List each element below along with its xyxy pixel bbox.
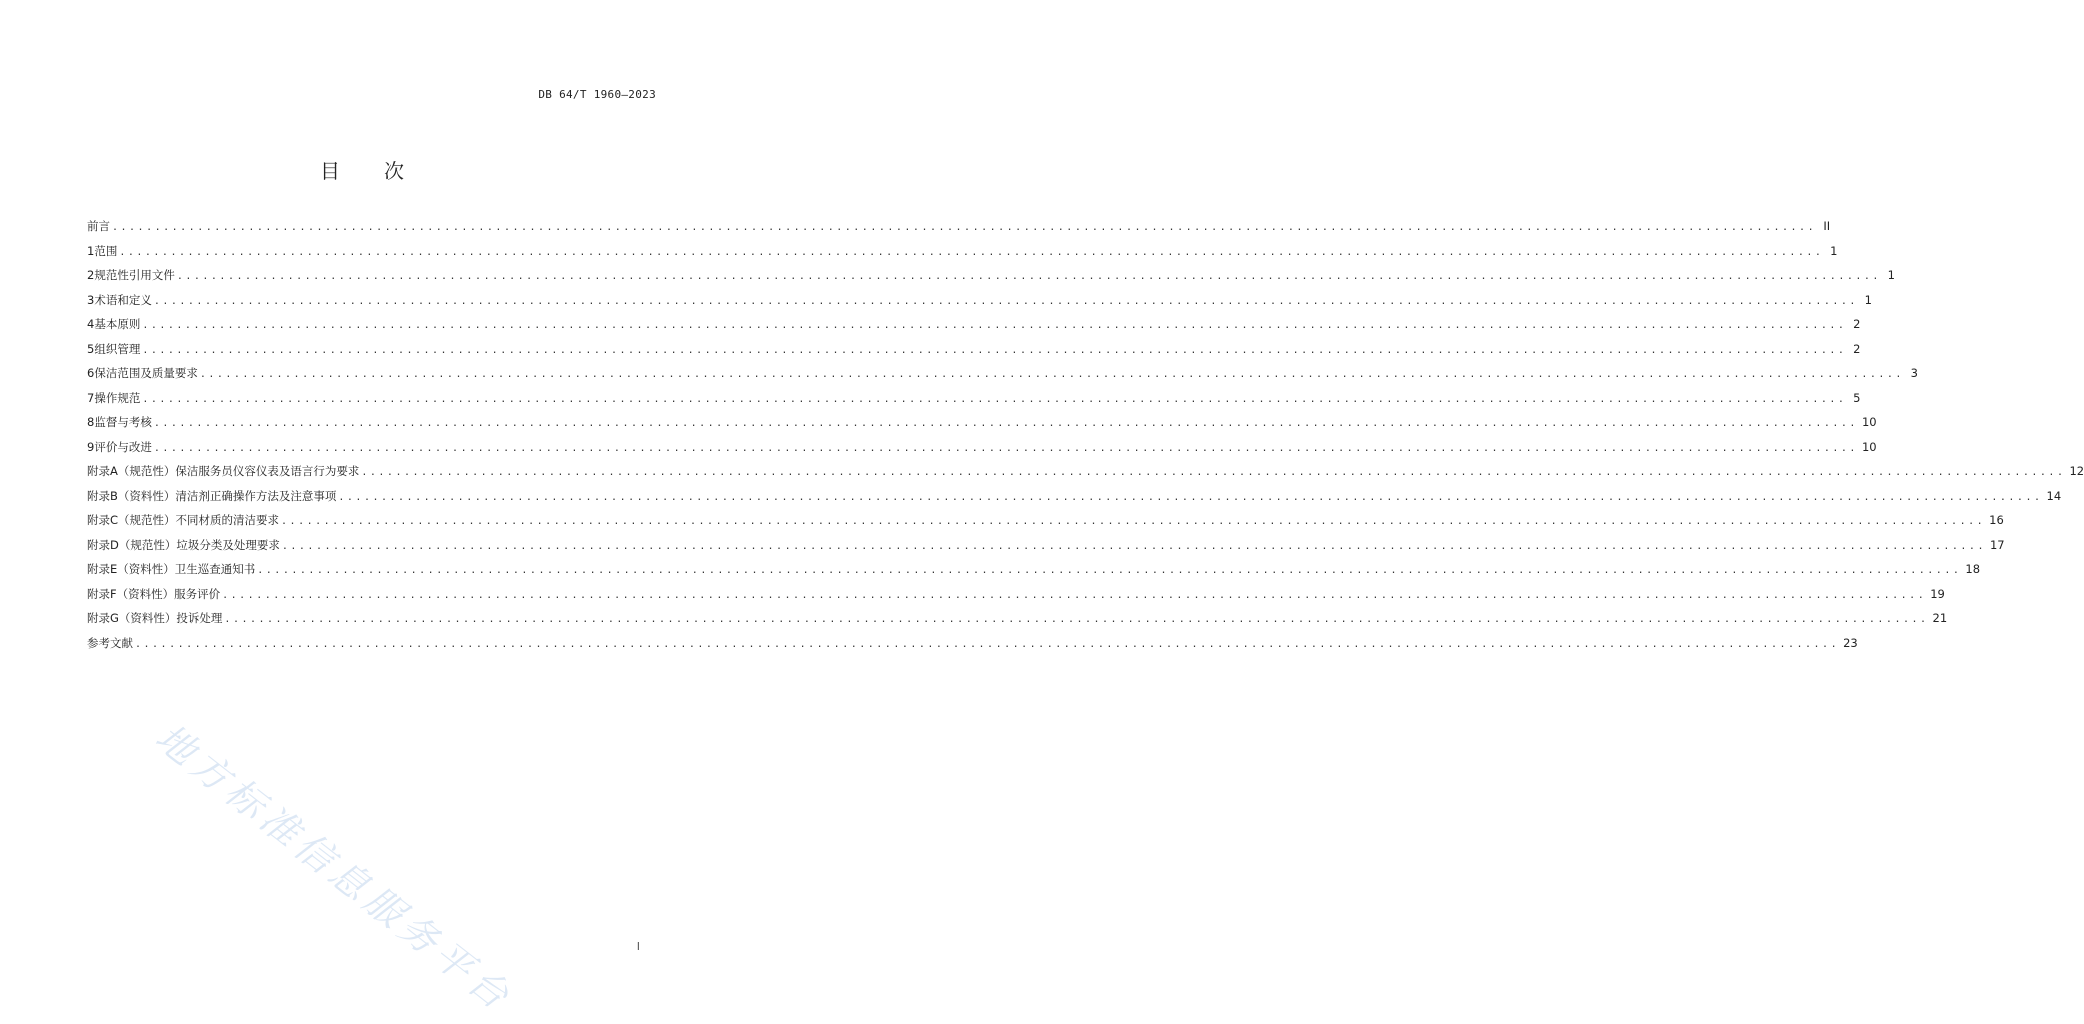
toc-entry[interactable]: [87, 341, 1861, 366]
footer-page-number: I: [636, 940, 640, 953]
toc-entry-page: 21: [1932, 611, 1948, 625]
toc-entry-label: 术语和定义: [94, 292, 152, 307]
toc-entry[interactable]: [87, 267, 1895, 292]
toc-entry-page: 18: [1965, 562, 1981, 576]
toc-entry-number: 附录E（资料性）: [87, 562, 175, 576]
page-title: [0, 155, 724, 184]
toc-leader-dots: ........................................................................................................................................................................................................: [112, 222, 1817, 233]
toc-entry[interactable]: [87, 414, 1877, 439]
toc-entry[interactable]: [87, 365, 1918, 390]
toc-entry-page: 14: [2046, 488, 2062, 503]
toc-leader-dots: ........................................................................................................................................................................................................: [142, 320, 1847, 331]
toc-entry-label: 操作规范: [94, 390, 141, 405]
toc-entry[interactable]: [87, 512, 2004, 537]
toc-leader-dots: ........................................................................................................................................................................................................: [361, 467, 2066, 478]
toc-leader-dots: ........................................................................................................................................................................................................: [153, 418, 1858, 429]
toc-entry-label: 基本原则: [94, 317, 141, 331]
toc-entry-label: 参考文献: [87, 635, 133, 650]
toc-entry[interactable]: [87, 537, 2005, 562]
toc-entry-number: 3: [87, 292, 95, 307]
toc-leader-dots: ........................................................................................................................................................................................................: [176, 271, 1881, 282]
toc-entry-number: 2: [87, 268, 95, 282]
toc-leader-dots: ........................................................................................................................................................................................................: [281, 540, 1986, 552]
toc-entry[interactable]: [87, 439, 1877, 464]
toc-entry-page: 23: [1843, 635, 1858, 650]
toc-entry-page: 5: [1853, 390, 1861, 405]
toc-entry-number: 1: [87, 243, 95, 258]
toc-entry-label: 监督与考核: [94, 415, 152, 429]
toc-entry-page: 16: [1989, 513, 2004, 527]
toc-leader-dots: ........................................................................................................................................................................................................: [153, 442, 1858, 454]
toc-entry-label: 清洁剂正确操作方法及注意事项: [175, 488, 337, 503]
toc-entry-label: 服务评价: [174, 586, 221, 601]
toc-leader-dots: ........................................................................................................................................................................................................: [281, 516, 1986, 527]
toc-entry[interactable]: [87, 463, 2084, 488]
toc-leader-dots: ........................................................................................................................................................................................................: [142, 393, 1847, 405]
toc-entry-page: 3: [1910, 366, 1918, 380]
toc-entry-label: 保洁服务员仪容仪表及语言行为要求: [175, 464, 360, 478]
title-char-2: 次: [384, 159, 404, 183]
toc-entry-number: 8: [87, 415, 95, 429]
toc-leader-dots: ........................................................................................................................................................................................................: [135, 638, 1840, 650]
toc-entry-page: 2: [1853, 317, 1861, 331]
toc-entry-number: 6: [87, 366, 95, 380]
toc-leader-dots: ........................................................................................................................................................................................................: [224, 614, 1929, 625]
toc-leader-dots: ........................................................................................................................................................................................................: [338, 491, 2043, 503]
toc-entry[interactable]: [87, 561, 1981, 586]
toc-entry-label: 组织管理: [94, 341, 141, 356]
toc-entry-number: 附录B（资料性）: [87, 488, 176, 503]
toc-entry-number: 7: [87, 390, 95, 405]
toc-entry-label: 前言: [87, 219, 110, 233]
toc-entry-page: 1: [1864, 292, 1872, 307]
toc-entry-number: 附录A（规范性）: [87, 464, 176, 478]
toc-entry[interactable]: [87, 586, 1945, 611]
toc-entry-number: 附录G（资料性）: [87, 611, 177, 625]
toc-entry-number: 9: [87, 439, 95, 454]
document-code: DB 64/T 1960—2023: [538, 88, 656, 101]
toc-entry[interactable]: [87, 635, 1858, 660]
toc-leader-dots: ........................................................................................................................................................................................................: [199, 369, 1904, 380]
toc-entry[interactable]: [87, 292, 1872, 317]
toc-leader-dots: ........................................................................................................................................................................................................: [222, 589, 1927, 601]
toc-entry[interactable]: [87, 390, 1861, 415]
table-of-contents: [87, 218, 2084, 659]
toc-entry-label: 评价与改进: [94, 439, 152, 454]
toc-entry-label: 投诉处理: [176, 611, 223, 625]
watermark: 地方标准信息服务平台: [147, 715, 522, 1021]
toc-entry-page: 19: [1930, 586, 1945, 601]
toc-entry-number: 附录F（资料性）: [87, 586, 175, 601]
title-char-1: 目: [320, 159, 340, 183]
toc-entry-number: 附录C（规范性）: [87, 513, 176, 527]
toc-entry[interactable]: [87, 488, 2062, 513]
toc-entry[interactable]: [87, 218, 1831, 243]
toc-entry-page: 1: [1830, 243, 1838, 258]
toc-entry-label: 规范性引用文件: [94, 268, 175, 282]
toc-entry-label: 卫生巡查通知书: [174, 562, 256, 576]
toc-entry-number: 附录D（规范性）: [87, 537, 177, 552]
toc-entry[interactable]: [87, 243, 1838, 268]
toc-entry[interactable]: [87, 316, 1861, 341]
toc-entry-page: 1: [1887, 268, 1895, 282]
toc-entry-label: 范围: [94, 243, 118, 258]
toc-entry-page: 2: [1853, 341, 1861, 356]
toc-entry-page: II: [1823, 219, 1831, 233]
toc-entry-page: 12: [2069, 464, 2084, 478]
toc-leader-dots: ........................................................................................................................................................................................................: [142, 344, 1847, 356]
toc-entry-page: 17: [1989, 537, 2005, 552]
toc-entry-number: 5: [87, 341, 95, 356]
toc-entry[interactable]: [87, 610, 1948, 635]
toc-leader-dots: ........................................................................................................................................................................................................: [153, 295, 1858, 307]
toc-entry-label: 保洁范围及质量要求: [94, 366, 198, 380]
toc-entry-label: 不同材质的清洁要求: [175, 513, 280, 527]
toc-leader-dots: ........................................................................................................................................................................................................: [119, 246, 1824, 258]
toc-leader-dots: ........................................................................................................................................................................................................: [257, 565, 1962, 576]
toc-entry-number: 4: [87, 317, 95, 331]
toc-entry-page: 10: [1861, 439, 1877, 454]
toc-entry-page: 10: [1861, 415, 1877, 429]
toc-entry-label: 垃圾分类及处理要求: [176, 537, 280, 552]
